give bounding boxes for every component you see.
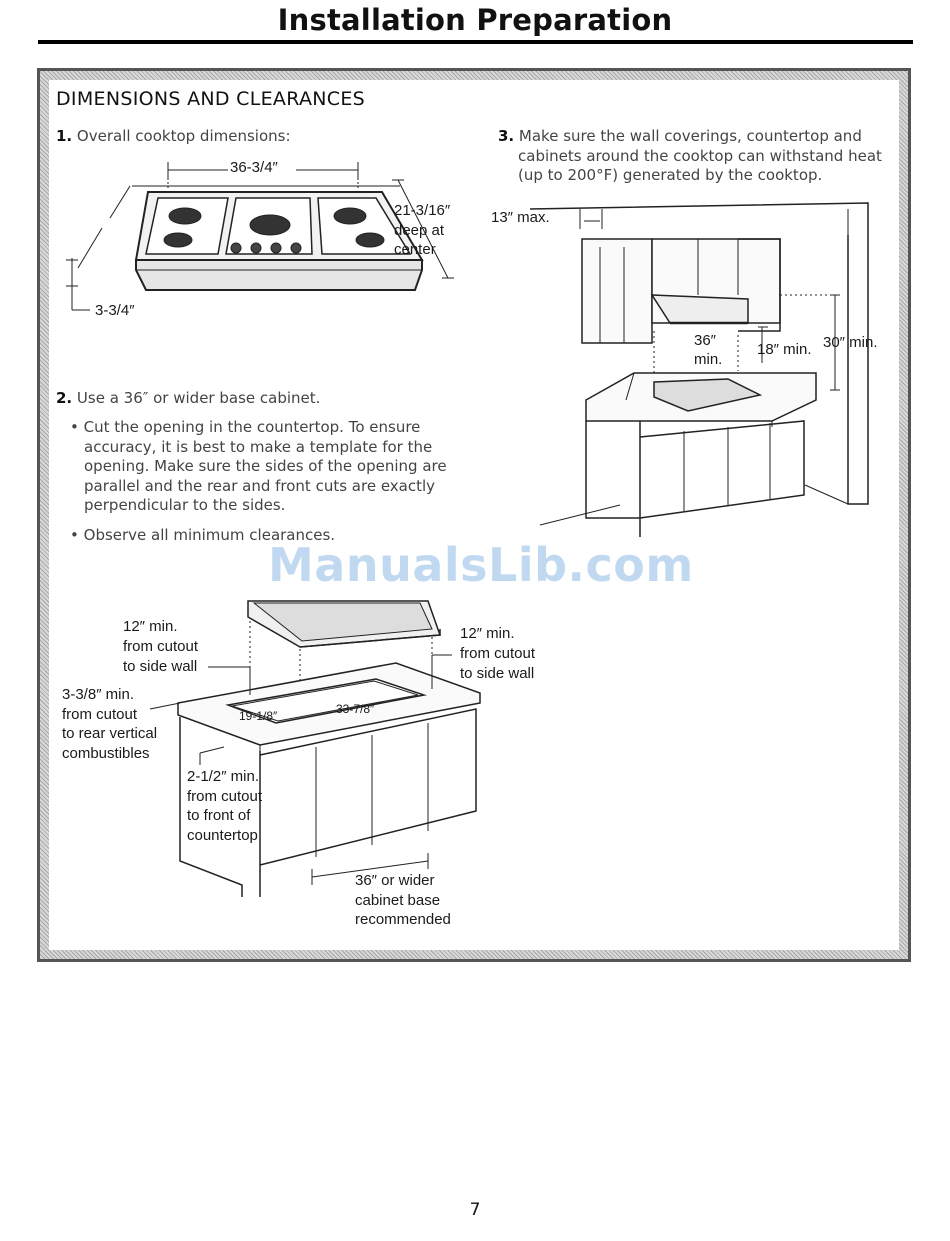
step-3-line-3: (up to 200°F) generated by the cooktop. [518,166,823,184]
rear-clearance-3: to rear vertical [62,725,158,742]
clearance-30-min-label: 30″ min. [823,334,878,351]
rear-clearance-1: 3-3/8″ min. [62,686,135,703]
bullet-cut-opening [70,418,470,516]
countertop-cutout-diagram [150,585,490,905]
step-3-line-1: Make sure the wall coverings, countertop and [518,127,862,145]
clearance-36-min-label-2: min. [694,351,723,368]
title-rule [38,40,913,44]
cabinet-base-label-3: recommended [355,911,451,928]
front-clearance-3: to front of [187,807,251,824]
clearance-18-min-label: 18″ min. [757,341,812,358]
bullet-1-line-2: accuracy, it is best to make a template for the [84,437,433,456]
step-3 [498,127,898,186]
cooktop-depth-label-1: 21-3/16″ [394,202,451,219]
step-1-text: Overall cooktop dimensions: [76,127,291,145]
bullet-1-line-1: Cut the opening in the countertop. To ensure [83,418,421,436]
cabinet-base-label-2: cabinet base [355,892,441,909]
bullet-dot-icon: • [70,526,79,544]
bullet-2-line-1: Observe all minimum clearances. [83,526,336,544]
cabinet-base-label-1: 36″ or wider [355,872,435,889]
right-side-clearance-2: from cutout [460,645,536,662]
rear-clearance-2: from cutout [62,706,138,723]
step-2-number: 2. [56,389,73,407]
left-side-clearance-1: 12″ min. [123,618,178,635]
right-side-clearance-1: 12″ min. [460,625,515,642]
section-title: DIMENSIONS AND CLEARANCES [56,88,365,110]
cooktop-depth-label-3: center [394,241,436,258]
cutout-depth-label: 19-1/8″ [239,709,278,723]
left-side-clearance-2: from cutout [123,638,199,655]
front-clearance-2: from cutout [187,788,263,805]
page-number: 7 [469,1200,481,1220]
clearance-36-min-label-1: 36″ [694,332,716,349]
front-clearance-4: countertop [187,827,258,844]
cooktop-width-label: 36-3/4″ [230,159,278,176]
page-title: Installation Preparation [277,3,673,37]
step-3-number: 3. [498,127,515,145]
step-3-line-2: cabinets around the cooktop can withstand heat [518,146,882,165]
cutout-width-label: 33-7/8″ [336,702,375,716]
cooktop-height-label: 3-3/4″ [95,302,135,319]
watermark: ManualsLib.com [268,538,694,592]
bullet-1-line-3: opening. Make sure the sides of the opening are [84,457,447,475]
rear-clearance-4: combustibles [62,745,150,762]
bullet-1-line-5: perpendicular to the sides. [84,496,286,514]
right-side-clearance-3: to side wall [460,665,535,682]
left-side-clearance-3: to side wall [123,658,198,675]
wall-clearance-diagram [530,195,890,550]
bullet-1-line-4: parallel and the rear and front cuts are exactly [84,476,436,495]
clearance-13-max-label: 13″ max. [491,209,550,226]
step-2 [56,389,320,409]
cooktop-depth-label-2: deep at [394,222,445,239]
bullet-dot-icon: • [70,418,79,436]
step-1 [56,127,291,147]
step-2-text: Use a 36″ or wider base cabinet. [76,389,321,407]
front-clearance-1: 2-1/2″ min. [187,768,260,785]
step-1-number: 1. [56,127,73,145]
